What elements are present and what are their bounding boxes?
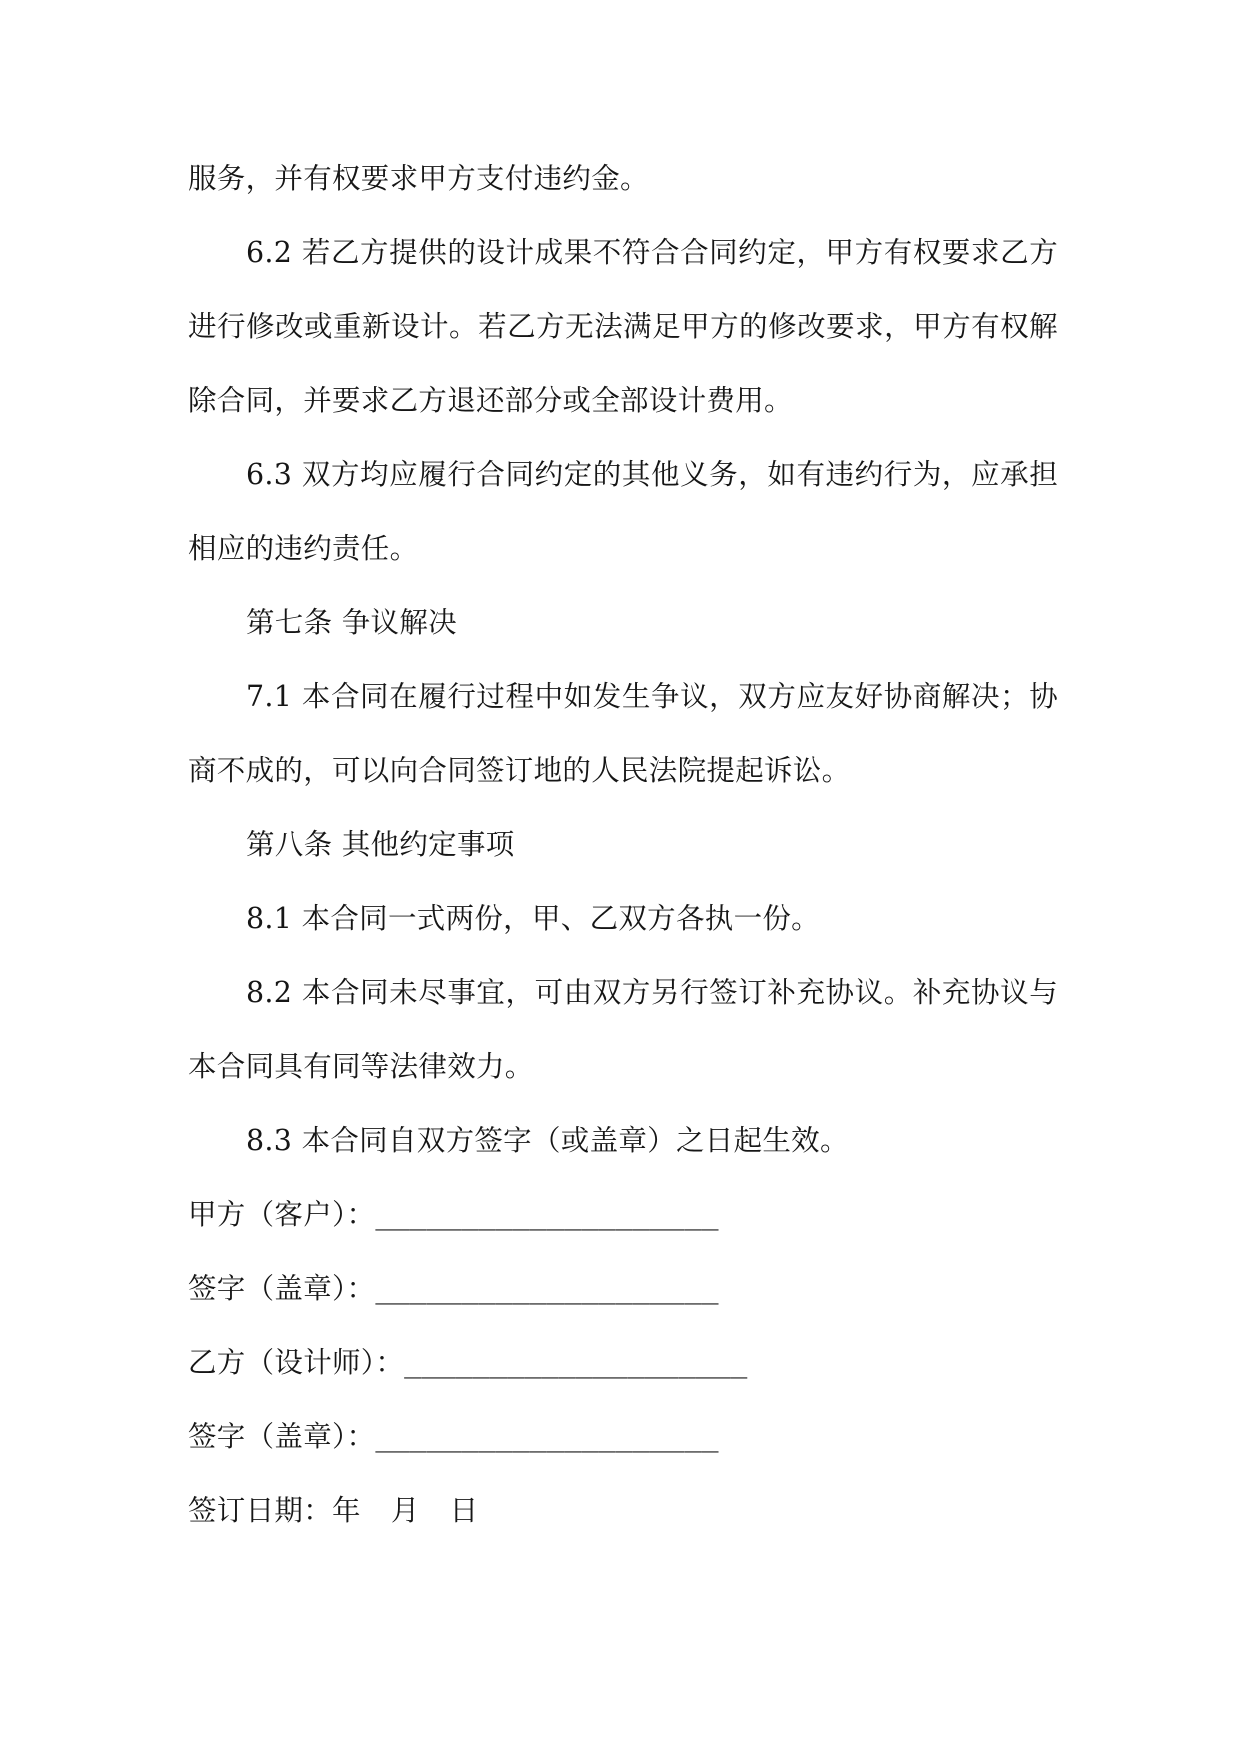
signing-date-line [188, 1474, 1058, 1548]
party-b-blank[interactable]: ____________________ [404, 1346, 748, 1379]
sign-b-signature-line [188, 1400, 1058, 1474]
party-a-label: 甲方（客户）： [188, 1198, 376, 1231]
paragraph-6-3: 6.3 双方均应履行合同约定的其他义务，如有违约行为，应承担相应的违约责任。 [188, 458, 1058, 565]
paragraph-8-2: 8.2 本合同未尽事宜，可由双方另行签订补充协议。补充协议与本合同具有同等法律效力。 [188, 976, 1058, 1083]
sign-b-blank[interactable]: ____________________ [375, 1420, 719, 1453]
date-day: 日 [449, 1494, 479, 1527]
paragraph-8-3: 8.3 本合同自双方签字（或盖章）之日起生效。 [246, 1124, 849, 1157]
sign-b-label: 签字（盖章）： [188, 1420, 376, 1453]
party-a-blank[interactable]: ____________________ [375, 1198, 719, 1231]
date-month: 月 [390, 1494, 420, 1527]
article-7-heading: 第七条 争议解决 [246, 606, 457, 639]
paragraph-7-1: 7.1 本合同在履行过程中如发生争议，双方应友好协商解决；协商不成的，可以向合同签订地的人民法院提起诉讼。 [188, 680, 1058, 787]
date-label: 签订日期： [188, 1494, 333, 1527]
paragraph-8-1: 8.1 本合同一式两份，甲、乙双方各执一份。 [246, 902, 820, 935]
sign-a-label: 签字（盖章）： [188, 1272, 376, 1305]
paragraph-6-1-continued: 服务，并有权要求甲方支付违约金。 [188, 162, 649, 195]
date-year: 年 [332, 1494, 361, 1527]
sign-a-signature-line [188, 1252, 1058, 1326]
contract-text [188, 142, 1058, 1548]
paragraph-6-2: 6.2 若乙方提供的设计成果不符合合同约定，甲方有权要求乙方进行修改或重新设计。若乙方无法满足甲方的修改要求，甲方有权解除合同，并要求乙方退还部分或全部设计费用。 [188, 236, 1058, 417]
party-a-signature-line [188, 1178, 1058, 1252]
article-8-heading: 第八条 其他约定事项 [246, 828, 515, 861]
party-b-label: 乙方（设计师）： [188, 1346, 405, 1379]
sign-a-blank[interactable]: ____________________ [375, 1272, 719, 1305]
party-b-signature-line [188, 1326, 1058, 1400]
